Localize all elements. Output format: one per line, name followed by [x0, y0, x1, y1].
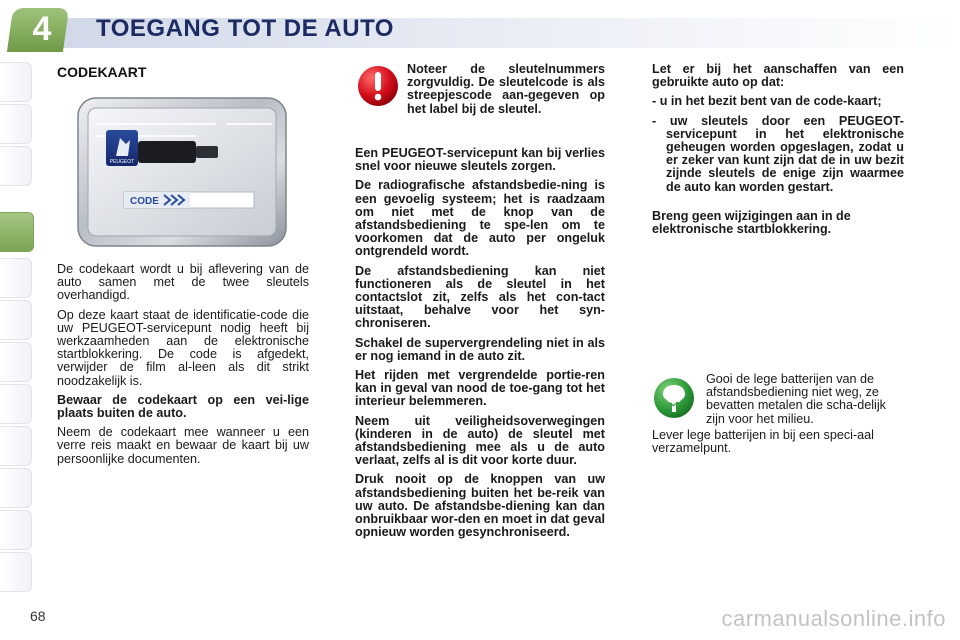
edge-tab-1[interactable] — [0, 62, 32, 102]
right-intro: Let er bij het aanschaffen van een gebruikte auto op dat: — [652, 62, 904, 90]
middle-paragraph-1: Een PEUGEOT-servicepunt kan bij verlies snel voor nieuwe sleutels zorgen. — [355, 146, 605, 174]
middle-column-text — [355, 147, 605, 545]
watermark[interactable]: carmanualsonline.info — [721, 606, 946, 631]
middle-paragraph-3: De afstandsbediening kan niet functioneren als de sleutel in het contactslot zit, zelfs als het con-tact uitstaat, behalve voor het syn-chroniseren. — [355, 263, 605, 331]
middle-paragraph-6: Neem uit veiligheidsoverwegingen (kinderen in de auto) de sleutel met afstandsbediening mee als u de auto verlaat, zelfs al is dit voor korte duur. — [355, 413, 605, 468]
left-column-text — [57, 263, 309, 472]
right-note: Breng geen wijzigingen aan in de elektronische startblokkering. — [652, 208, 851, 237]
right-list-item-2: - uw sleutels door een PEUGEOT-servicepunt in het elektronische geheugen worden opgeslagen, zodat u er zeker van kunt zijn dat de in uw bezit zijnde sleutels de enige zijn waarmee de auto kan worden gestart. — [652, 113, 904, 194]
edge-tab-7[interactable] — [0, 342, 32, 382]
code-card-illustration — [76, 96, 288, 248]
edge-tab-11[interactable] — [0, 510, 32, 550]
left-paragraph-4: Neem de codekaart mee wanneer u een verre reis maakt en bewaar de kaart bij uw persoonlijke documenten. — [57, 425, 309, 466]
edge-tab-10[interactable] — [0, 468, 32, 508]
edge-tab-9[interactable] — [0, 426, 32, 466]
page-title: TOEGANG TOT DE AUTO — [96, 15, 394, 42]
warning-message: Noteer de sleutelnummers zorgvuldig. De sleutelcode is als streepjescode aan-gegeven op het label bij de sleutel. — [407, 62, 605, 116]
header-bar — [0, 0, 960, 52]
environment-text: Gooi de lege batterijen van de afstandsbediening niet weg, ze bevatten metalen die scha-delijk zijn voor het milieu. — [706, 372, 886, 426]
middle-paragraph-7: Druk nooit op de knoppen van uw afstandsbediening buiten het be-reik van uw auto. De afstandsbe-diening kan dan onbruikbaar wor-den en moet in dat geval opnieuw worden gesynchroniseerd. — [355, 472, 605, 540]
edge-tab-5[interactable] — [0, 258, 32, 298]
edge-tab-3[interactable] — [0, 146, 32, 186]
edge-tab-12[interactable] — [0, 552, 32, 592]
edge-tab-2[interactable] — [0, 104, 32, 144]
chapter-edge-tabs — [0, 62, 36, 582]
environment-text-2: Lever lege batterijen in bij een speci-aal verzamelpunt. — [652, 428, 874, 456]
card-code-label: CODE — [130, 196, 159, 207]
page-number: 68 — [30, 608, 46, 624]
card-brand: PEUGEOT — [109, 159, 135, 165]
code-card-image — [76, 96, 288, 248]
warning-text — [355, 63, 605, 116]
right-column-text — [652, 63, 904, 242]
edge-tab-active[interactable] — [0, 212, 34, 252]
left-paragraph-2: Op deze kaart staat de identificatie-code die uw PEUGEOT-servicepunt nodig heeft bij werkzaamheden aan de elektronische startblokkering. De code is afgedekt, verwijder de film al-leen als dit strikt noodzakelijk is. — [57, 307, 309, 388]
tree-icon — [652, 376, 696, 420]
middle-paragraph-5: Het rijden met vergrendelde portie-ren kan in geval van nood de toe-gang tot het interieur belemmeren. — [355, 368, 605, 409]
edge-tab-8[interactable] — [0, 384, 32, 424]
section-title: CODEKAART — [57, 64, 147, 80]
middle-paragraph-2: De radiografische afstandsbedie-ning is een gevoelig systeem; het is raadzaam om niet met de knop van de afstandsbediening te spe-len om te voorkomen dat de auto per ongeluk ontgrendeld wordt. — [355, 178, 605, 259]
left-paragraph-3: Bewaar de codekaart op een vei-lige plaats buiten de auto. — [57, 392, 309, 421]
left-paragraph-1: De codekaart wordt u bij aflevering van de auto samen met de twee sleutels overhandigd. — [57, 262, 309, 303]
right-list-item-1: - u in het bezit bent van de code-kaart; — [652, 94, 882, 109]
edge-tab-6[interactable] — [0, 300, 32, 340]
middle-paragraph-4: Schakel de supervergrendeling niet in als er nog iemand in de auto zit. — [355, 335, 605, 363]
chapter-number: 4 — [32, 10, 52, 48]
